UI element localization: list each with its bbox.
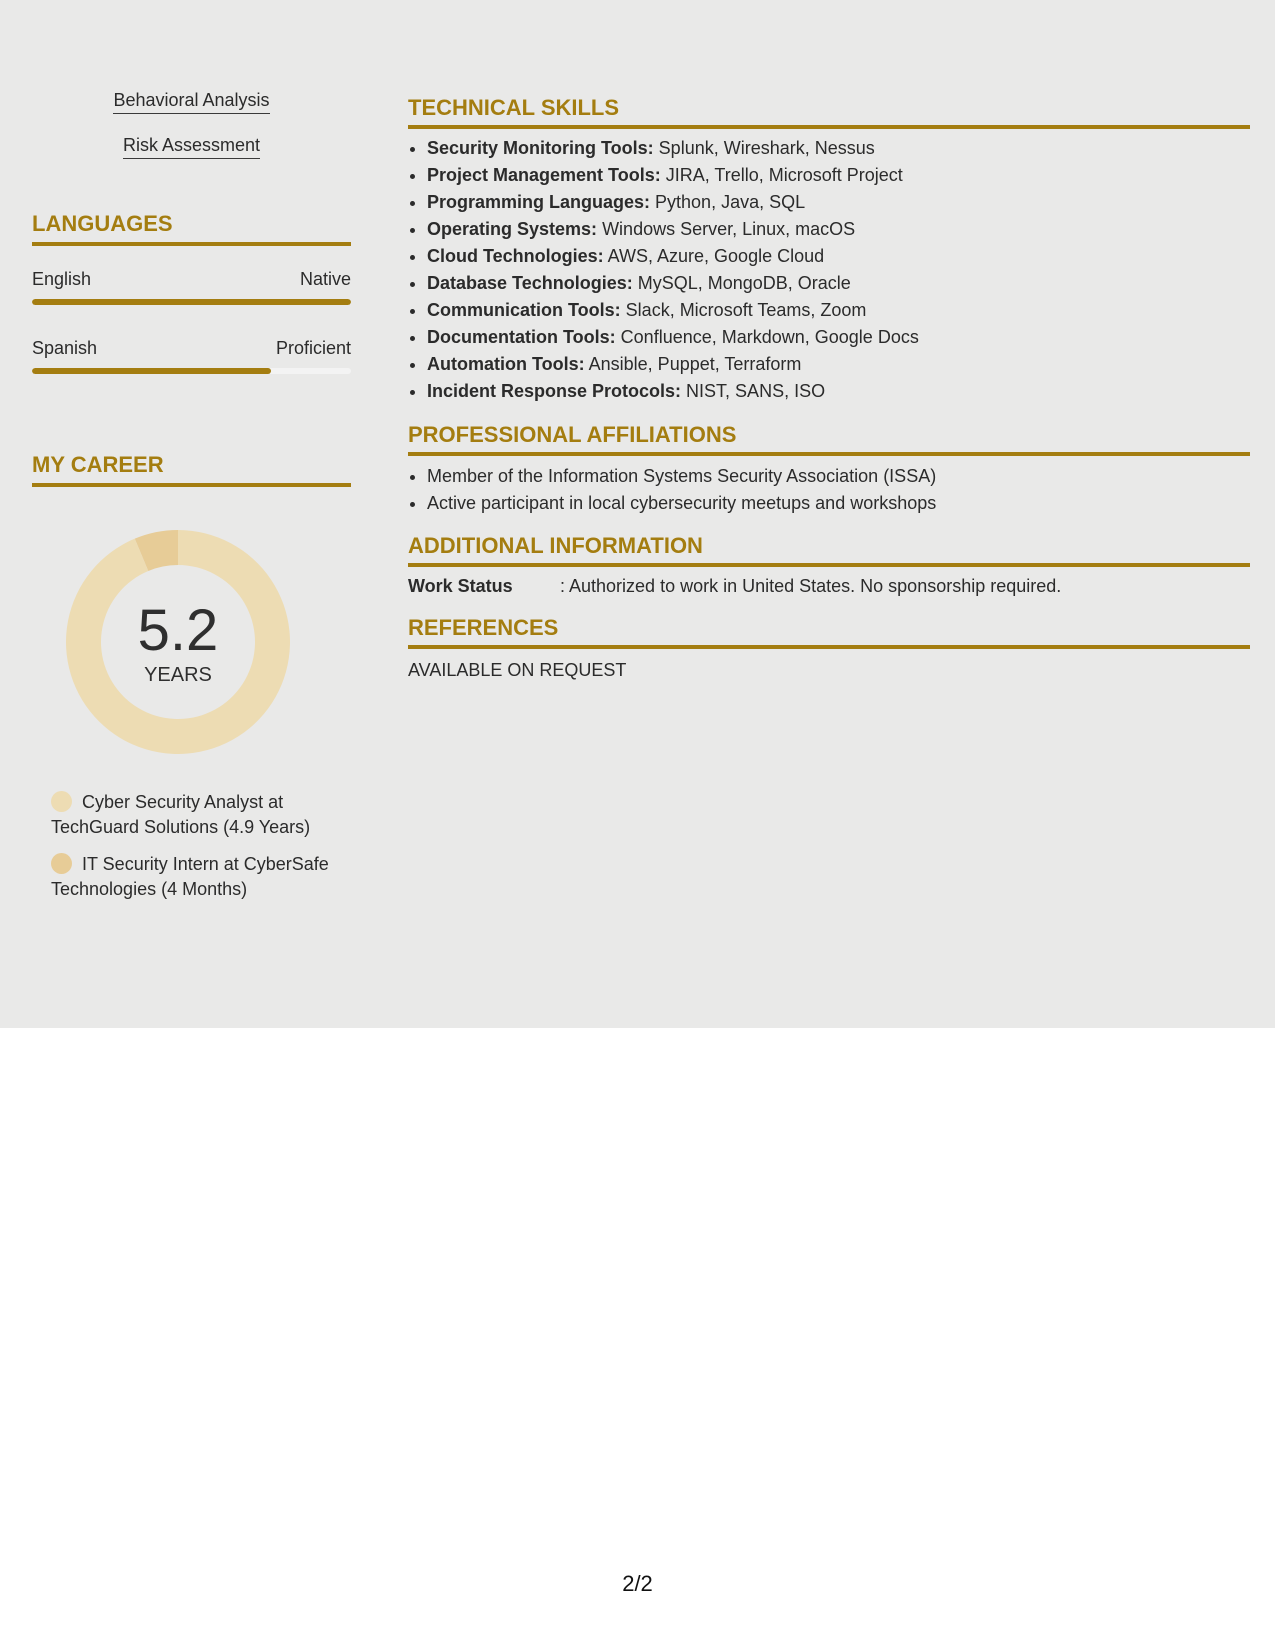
skill-tag-label: Risk Assessment xyxy=(123,133,260,159)
skill-values: Confluence, Markdown, Google Docs xyxy=(615,327,919,347)
language-level: Native xyxy=(299,269,351,289)
language-bar-english xyxy=(32,299,351,305)
skill-category: Incident Response Protocols: xyxy=(427,381,682,401)
technical-skill-item xyxy=(427,243,1250,270)
affiliation-item: • Member of the Information Systems Security Association (ISSA) xyxy=(427,463,1250,490)
technical-skill-item xyxy=(427,189,1250,216)
skill-category: Cloud Technologies: xyxy=(427,246,604,266)
skill-tag-label: Behavioral Analysis xyxy=(113,88,269,114)
technical-skill-item xyxy=(427,324,1250,351)
skill-values: Splunk, Wireshark, Nessus xyxy=(653,138,875,158)
skill-values: AWS, Azure, Google Cloud xyxy=(603,246,825,266)
technical-skill-item xyxy=(427,297,1250,324)
skill-values: Windows Server, Linux, macOS xyxy=(597,219,856,239)
career-total-years: 5.2 xyxy=(137,598,219,663)
work-status-label: Work Status xyxy=(408,576,513,596)
work-status-row xyxy=(408,574,1250,598)
career-donut-center xyxy=(66,530,290,754)
skill-category: Automation Tools: xyxy=(427,354,585,374)
languages-heading: LANGUAGES xyxy=(32,210,351,246)
technical-skill-item xyxy=(427,216,1250,243)
skill-values: MySQL, MongoDB, Oracle xyxy=(632,273,851,293)
career-legend-label: IT Security Intern at CyberSafe Technologies (4 Months) xyxy=(51,854,329,899)
technical-skill-item xyxy=(427,162,1250,189)
career-legend-item-intern xyxy=(51,852,331,902)
skill-category: Project Management Tools: xyxy=(427,165,661,185)
technical-skills-heading: TECHNICAL SKILLS xyxy=(408,94,1250,129)
skill-tag-risk-assessment xyxy=(32,133,351,159)
skill-category: Programming Languages: xyxy=(427,192,651,212)
technical-skill-item xyxy=(427,270,1250,297)
skill-values: Slack, Microsoft Teams, Zoom xyxy=(620,300,867,320)
language-name: Spanish xyxy=(32,338,98,358)
skill-tag-behavioral-analysis xyxy=(32,88,351,114)
references-text: AVAILABLE ON REQUEST xyxy=(408,660,627,680)
technical-skill-item xyxy=(427,135,1250,162)
skill-values: Ansible, Puppet, Terraform xyxy=(584,354,802,374)
page-number: 2/2 xyxy=(622,1571,653,1596)
skill-category: Documentation Tools: xyxy=(427,327,616,347)
career-legend-item-analyst xyxy=(51,790,331,840)
technical-skills-list xyxy=(408,135,1250,405)
language-name: English xyxy=(32,269,92,289)
career-legend-label: Cyber Security Analyst at TechGuard Solutions (4.9 Years) xyxy=(51,792,311,837)
language-row-english xyxy=(32,267,351,291)
references-heading: REFERENCES xyxy=(408,614,1250,649)
skill-category: Security Monitoring Tools: xyxy=(427,138,654,158)
language-bar-fill xyxy=(32,299,351,305)
legend-dot-icon xyxy=(51,791,72,812)
skill-values: NIST, SANS, ISO xyxy=(681,381,826,401)
affiliations-list xyxy=(408,463,1250,517)
technical-skill-item xyxy=(427,378,1250,405)
language-bar-fill xyxy=(32,368,271,374)
career-donut xyxy=(66,530,290,754)
skill-category: Communication Tools: xyxy=(427,300,621,320)
work-status-value: : Authorized to work in United States. No sponsorship required. xyxy=(560,576,1062,596)
skill-values: Python, Java, SQL xyxy=(650,192,806,212)
career-total-unit: YEARS xyxy=(144,664,212,686)
career-heading: MY CAREER xyxy=(32,451,351,487)
technical-skill-item xyxy=(427,351,1250,378)
skill-category: Database Technologies: xyxy=(427,273,633,293)
skill-category: Operating Systems: xyxy=(427,219,598,239)
additional-info-heading: ADDITIONAL INFORMATION xyxy=(408,532,1250,567)
skill-values: JIRA, Trello, Microsoft Project xyxy=(660,165,903,185)
language-level: Proficient xyxy=(275,338,351,358)
affiliation-item: • Active participant in local cybersecurity meetups and workshops xyxy=(427,490,1250,517)
language-bar-spanish xyxy=(32,368,351,374)
affiliations-heading: PROFESSIONAL AFFILIATIONS xyxy=(408,421,1250,456)
language-row-spanish xyxy=(32,336,351,360)
legend-dot-icon xyxy=(51,853,72,874)
